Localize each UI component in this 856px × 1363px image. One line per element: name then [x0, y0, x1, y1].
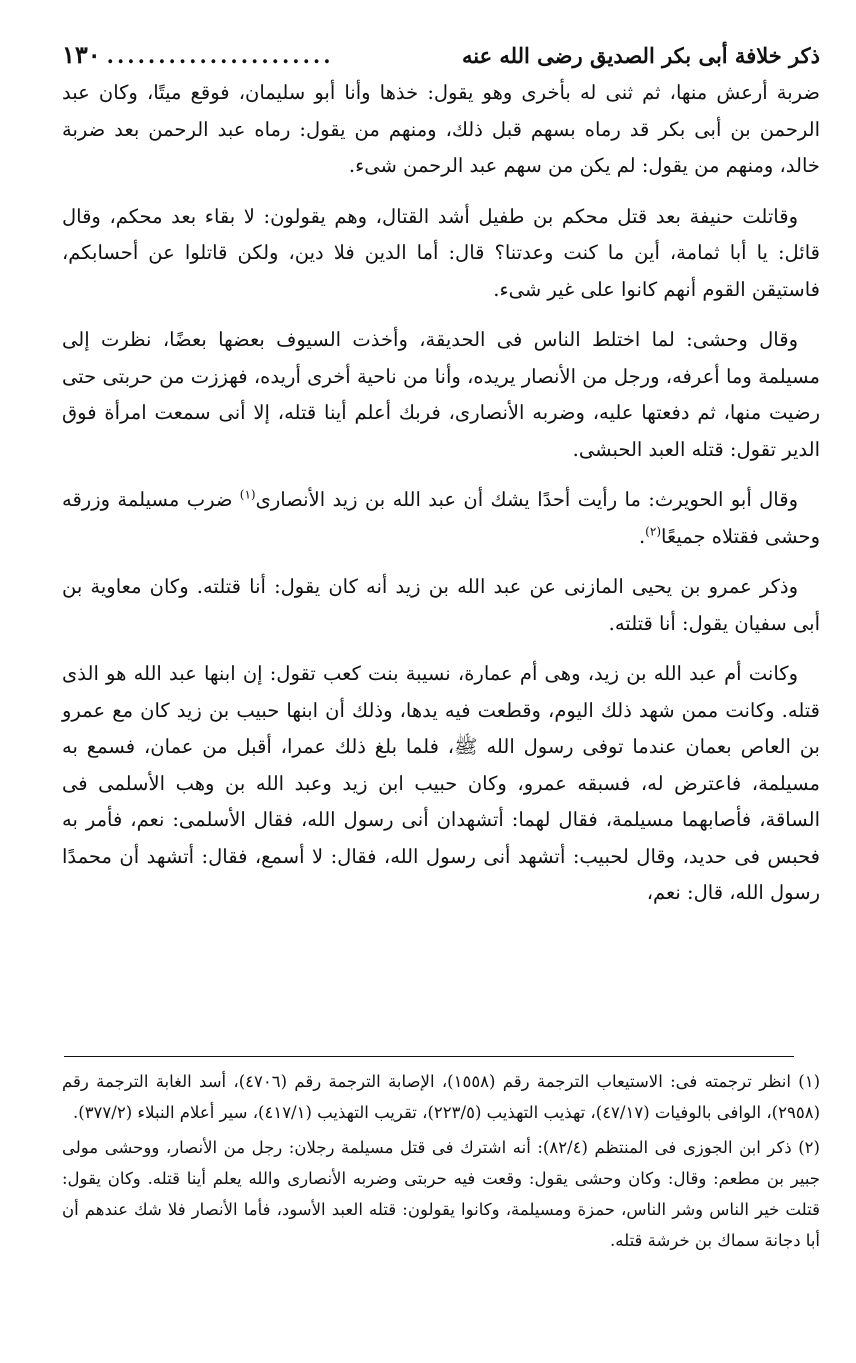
paragraph-4-part-a: وقال أبو الحويرث: ما رأيت أحدًا يشك أن عبد الله بن زيد الأنصارى: [255, 488, 798, 511]
paragraph-4-part-c: .: [638, 524, 646, 548]
footnote-separator: [64, 1056, 794, 1057]
page-number: ١٣٠: [62, 40, 101, 69]
paragraph-5: وذكر عمرو بن يحيى المازنى عن عبد الله بن زيد أنه كان يقول: أنا قتلته. وكان معاوية بن أبى سفيان يقول: أنا قتلته.: [62, 575, 820, 635]
leader-dots: ......................: [106, 43, 334, 68]
footnotes: [62, 1066, 820, 1260]
paragraph-2: وقاتلت حنيفة بعد قتل محكم بن طفيل أشد القتال، وهم يقولون: لا بقاء بعد محكم، وقال قائل: يا أبا ثمامة، أين ما كنت وعدتنا؟ قال: أما الدين فلا دين، ولكن قاتلوا عن أحسابكم، فاستيقن القوم أنهم كانوا على غير شىء.: [62, 204, 820, 301]
footnote-1: (١) انظر ترجمته فى: الاستيعاب الترجمة رقم (١٥٥٨)، الإصابة الترجمة رقم (٤٧٠٦)، أسد الغابة الترجمة رقم (٢٩٥٨)، الوافى بالوفيات (٤٧/١٧)، تهذيب التهذيب (٢٢٣/٥)، تقريب التهذيب (٤١٧/١)، سير أعلام النبلاء (٣٧٧/٢).: [62, 1072, 820, 1122]
paragraph-3: وقال وحشى: لما اختلط الناس فى الحديقة، وأخذت السيوف بعضها بعضًا، نظرت إلى مسيلمة وما أعرفه، ورجل من الأنصار يريده، وأنا من ناحية أخرى أريده، فهززت من حربتى حتى رضيت منها، ثم دفعتها عليه، وضربه الأنصارى، فربك أعلم أينا قتله، إلا أنى سمعت امرأة فوق الدير تقول: قتله العبد الحبشى.: [62, 328, 820, 461]
paragraph-6: وكانت أم عبد الله بن زيد، وهى أم عمارة، نسيبة بنت كعب تقول: إن ابنها عبد الله هو الذى قتله. وكانت ممن شهد ذلك اليوم، وقطعت فيه يدها، وذلك أن ابنها حبيب بن زيد كان مع عمرو بن العاص بعمان عندما توفى رسول الله ﷺ، فلما بلغ ذلك عمرا، أقبل من عمان، فسمع به مسيلمة، فاعترض له، فسبقه عمرو، وكان حبيب ابن زيد وعبد الله بن وهب الأسلمى فى الساقة، فأصابهما مسيلمة، فقال لهما: أتشهدان أنى رسول الله، فقال الأسلمى: نعم، فأمر به فحبس فى حديد، وقال لحبيب: أتشهد أنى رسول الله، فقال: لا أسمع، فقال: أتشهد أن محمدًا رسول الله، قال: نعم،: [62, 662, 820, 904]
footnote-ref-2[interactable]: (٢): [645, 524, 661, 538]
body-text: [62, 75, 820, 912]
footnote-ref-1[interactable]: (١): [239, 487, 256, 502]
running-header: [62, 38, 820, 73]
paragraph-4-part-b: ضرب مسيلمة وزرقه وحشى فقتلاه جميعًا: [62, 488, 820, 548]
paragraph-4: [62, 482, 820, 555]
footnote-2: (٢) ذكر ابن الجوزى فى المنتظم (٨٢/٤): أنه اشترك فى قتل مسيلمة رجلان: رجل من الأنصار، ووحشى مولى جبير بن مطعم: وقال: وكان وحشى يقول: وقعت فيه حربتى وضربه الأنصارى والله يعلم أينا قتله. وكان يقول: قتلت خير الناس وشر الناس، حمزة ومسيلمة، وكانوا يقولون: قتله العبد الأسود، فأما الأنصار فلا شك عندهم أن أبا دجانة سماك بن خرشة قتله.: [62, 1138, 820, 1250]
paragraph-1: ضربة أرعش منها، ثم ثنى له بأخرى وهو يقول: خذها وأنا أبو سليمان، فوقع ميتًا، وكان عبد الرحمن بن أبى بكر قد رماه بسهم قبل ذلك، ومنهم من يقول: رماه عبد الرحمن بعد ضربة خالد، ومنهم من يقول: لم يكن من سهم عبد الرحمن شىء.: [62, 81, 820, 177]
chapter-title: ذكر خلافة أبى بكر الصديق رضى الله عنه: [461, 43, 820, 68]
